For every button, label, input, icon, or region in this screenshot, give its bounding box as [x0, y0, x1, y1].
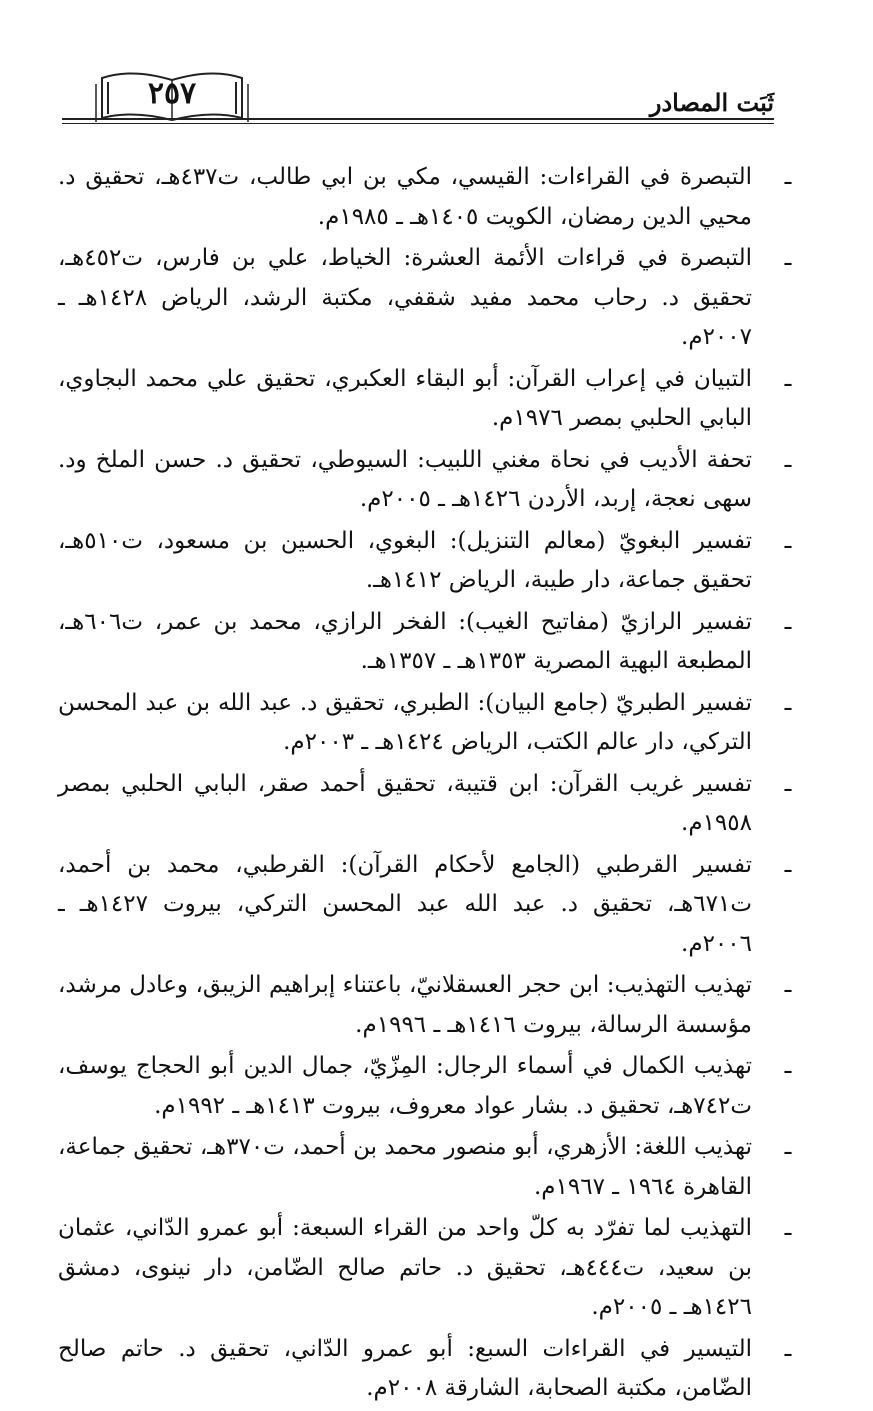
bibliography-entry	[58, 441, 798, 520]
bibliography-entry	[58, 522, 798, 601]
header-rule-thin	[62, 123, 774, 124]
entry-text: تفسير الرازيّ (مفاتيح الغيب): الفخر الرازي، محمد بن عمر، ت٦٠٦هـ، المطبعة البهية المصرية ١٣٥٣هـ ـ ١٣٥٧هـ.	[58, 608, 752, 674]
entry-text: التبصرة في قراءات الأئمة العشرة: الخياط، علي بن فارس، ت٤٥٢هـ، تحقيق د. رحاب محمد مفيد شقفي، مكتبة الرشد، الرياض ١٤٢٨هـ ـ ٢٠٠٧م.	[58, 245, 753, 350]
entry-bullet: ـ	[784, 608, 792, 635]
entry-text: تفسير القرطبي (الجامع لأحكام القرآن): القرطبي، محمد بن أحمد، ت٦٧١هـ، تحقيق د. عبد الله عبد المحسن التركي، بيروت ١٤٢٧هـ ـ ٢٠٠٦م.	[58, 851, 752, 957]
entry-text: تفسير البغويّ (معالم التنزيل): البغوي، الحسين بن مسعود، ت٥١٠هـ، تحقيق جماعة، دار طيبة، الرياض ١٤١٢هـ.	[58, 527, 752, 593]
entry-text: التبيان في إعراب القرآن: أبو البقاء العكبري، تحقيق علي محمد البجاوي، البابي الحلبي بمصر ١٩٧٦م.	[58, 365, 752, 431]
entry-bullet: ـ	[784, 770, 792, 797]
bibliography-entry	[58, 360, 798, 439]
page-number: ٢٥٧	[147, 76, 197, 111]
entry-text: تهذيب التهذيب: ابن حجر العسقلانيّ، باعتناء إبراهيم الزيبق، وعادل مرشد، مؤسسة الرسالة، بيروت ١٤١٦هـ ـ ١٩٩٦م.	[58, 972, 752, 1038]
entry-bullet: ـ	[784, 527, 792, 554]
entry-bullet: ـ	[784, 164, 792, 190]
bibliography-entry	[58, 684, 798, 763]
bibliography-entry	[58, 158, 798, 237]
entry-bullet: ـ	[784, 1215, 792, 1241]
running-title: ثَبَت المصادر	[649, 88, 774, 117]
bibliography-entry	[58, 239, 798, 358]
bibliography-entry	[58, 1209, 798, 1328]
bibliography-entry	[58, 1047, 798, 1126]
entry-bullet: ـ	[784, 689, 792, 716]
bibliography-entry	[58, 966, 798, 1045]
entry-text: تحفة الأديب في نحاة مغني اللبيب: السيوطي، تحقيق د. حسن الملخ ود. سهى نعجة، إربد، الأردن ١٤٢٦هـ ـ ٢٠٠٥م.	[58, 446, 752, 512]
entry-bullet: ـ	[784, 446, 792, 473]
header-rule	[62, 118, 774, 120]
entry-text: تفسير غريب القرآن: ابن قتيبة، تحقيق أحمد صقر، البابي الحلبي بمصر ١٩٥٨م.	[58, 770, 752, 836]
entry-bullet: ـ	[784, 851, 792, 878]
entry-bullet: ـ	[784, 1053, 792, 1079]
entry-text: التبصرة في القراءات: القيسي، مكي بن ابي طالب، ت٤٣٧هـ، تحقيق د. محيي الدين رمضان، الكويت ١٤٠٥هـ ـ ١٩٨٥م.	[58, 164, 752, 230]
bibliography-entry	[58, 1330, 798, 1409]
bibliography-entry	[58, 1128, 798, 1207]
bibliography-list	[58, 158, 798, 1411]
entry-text: تفسير الطبريّ (جامع البيان): الطبري، تحقيق د. عبد الله بن عبد المحسن التركي، دار عالم الكتب، الرياض ١٤٢٤هـ ـ ٢٠٠٣م.	[58, 689, 752, 755]
entry-text: التهذيب لما تفرّد به كلّ واحد من القراء السبعة: أبو عمرو الدّاني، عثمان بن سعيد، ت٤٤٤هـ، تحقيق د. حاتم صالح الضّامن، دار نينوى، دمشق ١٤٢٦هـ ـ ٢٠٠٥م.	[58, 1215, 752, 1320]
entry-text: تهذيب اللغة: الأزهري، أبو منصور محمد بن أحمد، ت٣٧٠هـ، تحقيق جماعة، القاهرة ١٩٦٤ ـ ١٩٦٧م.	[58, 1134, 753, 1200]
entry-text: التيسير في القراءات السبع: أبو عمرو الدّاني، تحقيق د. حاتم صالح الضّامن، مكتبة الصحابة، الشارقة ٢٠٠٨م.	[58, 1335, 752, 1401]
entry-text: تهذيب الكمال في أسماء الرجال: المِزّيّ، جمال الدين أبو الحجاج يوسف، ت٧٤٢هـ، تحقيق د. بشار عواد معروف، بيروت ١٤١٣هـ ـ ١٩٩٢م.	[58, 1053, 752, 1119]
bibliography-entry	[58, 765, 798, 844]
entry-bullet: ـ	[784, 1134, 792, 1160]
page-header	[62, 60, 774, 130]
entry-bullet: ـ	[784, 1335, 792, 1362]
bibliography-entry	[58, 603, 798, 682]
entry-bullet: ـ	[784, 365, 792, 392]
entry-bullet: ـ	[784, 245, 792, 271]
bibliography-entry	[58, 846, 798, 965]
entry-bullet: ـ	[784, 972, 792, 998]
